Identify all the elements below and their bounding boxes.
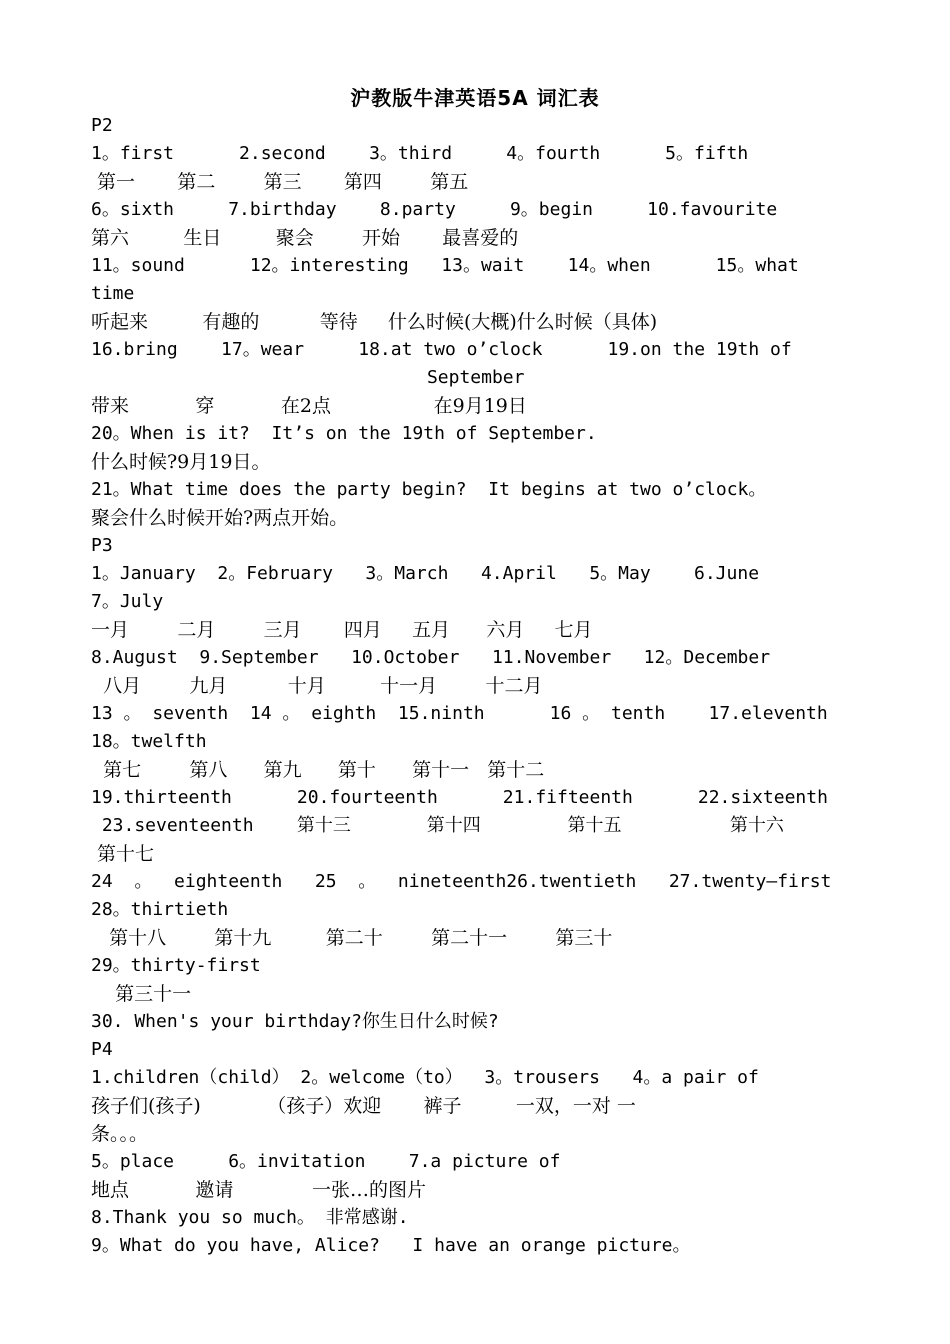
vocab-line-english: 13 。 seventh 14 。 eighth 15.ninth 16 。 tenth 17.eleventh bbox=[91, 703, 828, 724]
vocab-line-mixed: 23.seventeenth 第十三 第十四 第十五 第十六 bbox=[91, 815, 784, 836]
section-heading-p3: P3 bbox=[91, 535, 113, 556]
vocab-line-english: 28。thirtieth bbox=[91, 899, 229, 920]
vocab-line-chinese: 第十八 第十九 第二十 第二十一 第三十 bbox=[91, 927, 613, 949]
sentence-english: 20。When is it? It’s on the 19th of September. bbox=[91, 423, 597, 444]
vocab-line-chinese: 一月 二月 三月 四月 五月 六月 七月 bbox=[91, 619, 593, 641]
vocab-line-chinese: 条。。。 bbox=[91, 1123, 149, 1145]
section-heading-p2: P2 bbox=[91, 115, 113, 136]
section-heading-p4: P4 bbox=[91, 1039, 113, 1060]
vocab-line-chinese: 八月 九月 十月 十一月 十二月 bbox=[91, 675, 543, 697]
vocab-line-chinese: 地点 邀请 一张…的图片 bbox=[91, 1179, 426, 1201]
vocab-line-chinese: 带来 穿 在2点 在9月19日 bbox=[91, 395, 527, 417]
vocab-line-english: 29。thirty-first bbox=[91, 955, 261, 976]
vocab-line-english: 1。first 2.second 3。third 4。fourth 5。fifth bbox=[91, 143, 749, 164]
vocab-line-chinese: 第七 第八 第九 第十 第十一 第十二 bbox=[91, 759, 545, 781]
vocab-line-english: 5。place 6。invitation 7.a picture of bbox=[91, 1151, 561, 1172]
vocab-line-chinese: 第十七 bbox=[91, 843, 155, 865]
sentence-chinese: 什么时候?9月19日。 bbox=[91, 451, 271, 473]
vocab-line-english: 1。January 2。February 3。March 4.April 5。May 6.June bbox=[91, 563, 760, 584]
document-title: 沪教版牛津英语5A 词汇表 bbox=[350, 86, 600, 110]
vocab-line-chinese: 听起来 有趣的 等待 什么时候(大概)什么时候（具体) bbox=[91, 311, 658, 333]
vocab-line-english: 24 。 eighteenth 25 。 nineteenth26.twentieth 27.twenty—first bbox=[91, 871, 832, 892]
sentence-chinese: 聚会什么时候开始?两点开始。 bbox=[91, 507, 349, 529]
vocab-line-chinese: 第一 第二 第三 第四 第五 bbox=[91, 171, 469, 193]
vocab-line-english: time bbox=[91, 283, 135, 304]
sentence-english: 9。What do you have, Alice? I have an orange picture。 bbox=[91, 1235, 691, 1256]
vocab-line-english: 6。sixth 7.birthday 8.party 9。begin 10.favourite bbox=[91, 199, 778, 220]
vocab-line-english: 1.children（child） 2。welcome（to） 3。trousers 4。a pair of bbox=[91, 1067, 759, 1088]
sentence-mixed: 8.Thank you so much。 非常感谢. bbox=[91, 1207, 409, 1228]
vocab-line-english: 8.August 9.September 10.October 11.November 12。December bbox=[91, 647, 771, 668]
vocab-line-english: September bbox=[91, 367, 525, 388]
vocab-line-chinese: 第六 生日 聚会 开始 最喜爱的 bbox=[91, 227, 519, 249]
sentence-english: 21。What time does the party begin? It begins at two o’clock。 bbox=[91, 479, 767, 500]
vocab-line-chinese: 孩子们(孩子) （孩子）欢迎 裤子 一双，一对 一 bbox=[91, 1095, 636, 1117]
vocab-line-english: 7。July bbox=[91, 591, 164, 612]
vocab-line-english: 18。twelfth bbox=[91, 731, 207, 752]
vocab-line-english: 16.bring 17。wear 18.at two o’clock 19.on the 19th of bbox=[91, 339, 792, 360]
sentence-mixed: 30. When's your birthday?你生日什么时候? bbox=[91, 1011, 499, 1032]
vocab-line-english: 11。sound 12。interesting 13。wait 14。when 15。what bbox=[91, 255, 799, 276]
vocab-line-chinese: 第三十一 bbox=[91, 983, 192, 1005]
vocab-line-english: 19.thirteenth 20.fourteenth 21.fifteenth 22.sixteenth bbox=[91, 787, 828, 808]
